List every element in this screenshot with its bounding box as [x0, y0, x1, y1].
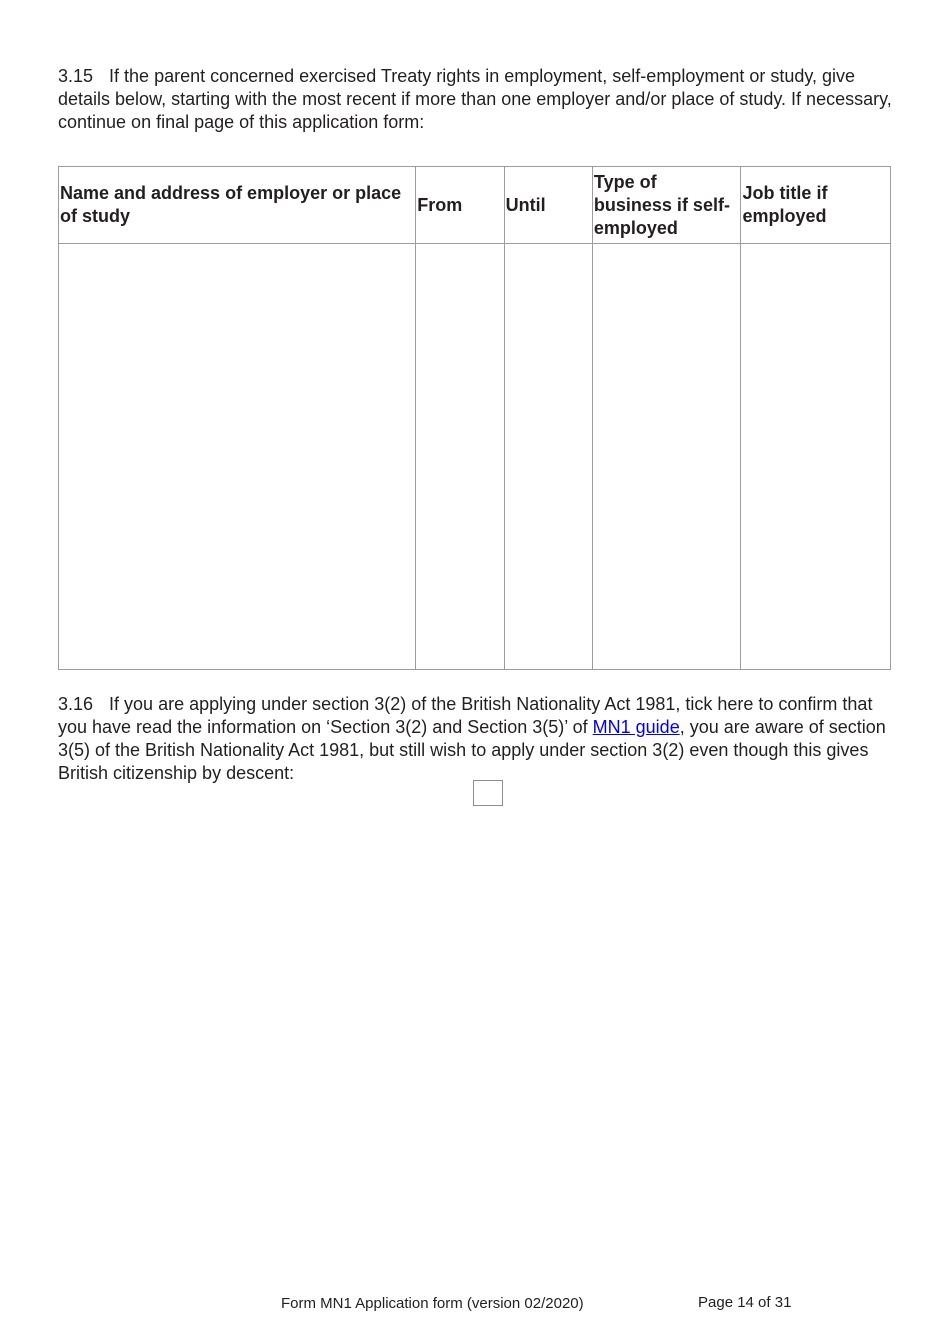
- question-text-before-link: If you are applying under section 3(2) of the British Nationality Act 1981, tick here to confirm that you have read the information on ‘Section 3(2) and Section 3(5)’ of: [58, 694, 873, 737]
- cell-until[interactable]: [504, 244, 592, 670]
- header-employer-name-address: Name and address of employer or place of study: [59, 167, 416, 244]
- cell-from[interactable]: [416, 244, 504, 670]
- question-number: 3.15: [58, 66, 94, 86]
- table-row: [59, 244, 891, 670]
- mn1-guide-link[interactable]: MN1 guide: [592, 717, 680, 737]
- question-text: If the parent concerned exercised Treaty rights in employment, self-employment or study, give details below, starting with the most recent if more than one employer and/or place of study. If necessary, continue on final page of this application form:: [58, 66, 892, 132]
- footer-form-label: Form MN1 Application form (version 02/2020): [281, 1295, 584, 1312]
- footer-page-number: Page 14 of 31: [698, 1294, 792, 1311]
- cell-job-title[interactable]: [741, 244, 891, 670]
- cell-business-type[interactable]: [592, 244, 741, 670]
- header-until: Until: [504, 167, 592, 244]
- section-3-2-confirm-checkbox[interactable]: [473, 780, 503, 806]
- question-3-15: [58, 65, 898, 134]
- header-job-title: Job title if employed: [741, 167, 891, 244]
- question-text-after-link: , you are aware of section 3(5) of the British Nationality Act 1981, but still wish to apply under section 3(2) even though this gives British citizenship by descent:: [58, 717, 886, 783]
- question-3-16: [58, 693, 898, 785]
- cell-employer-name-address[interactable]: [59, 244, 416, 670]
- question-number: 3.16: [58, 694, 94, 714]
- table-header-row: [59, 167, 891, 244]
- employment-table: [58, 166, 891, 670]
- header-business-type: Type of business if self-employed: [592, 167, 741, 244]
- header-from: From: [416, 167, 504, 244]
